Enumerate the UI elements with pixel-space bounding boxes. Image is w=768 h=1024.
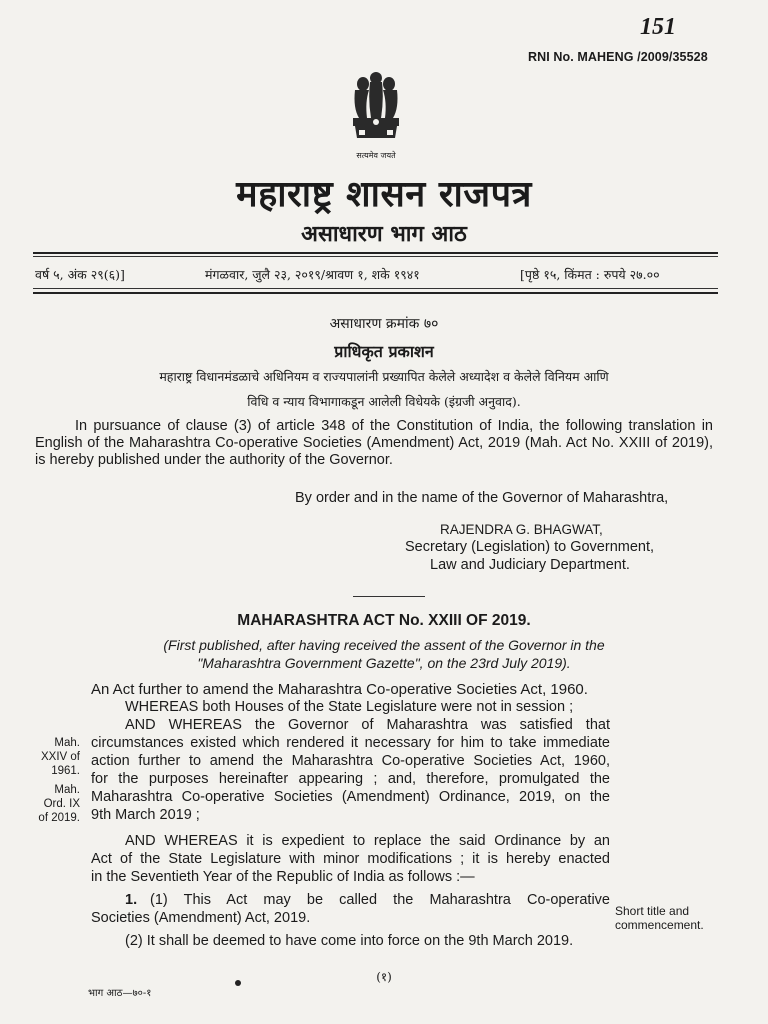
emblem-motto: सत्यमेव जयते — [356, 151, 396, 160]
whereas-third-line3: in the Seventieth Year of the Republic of India as follows :— — [91, 869, 475, 885]
header-rule-bottom — [33, 292, 718, 294]
authorized-publication: प्राधिकृत प्रकाशन — [334, 342, 434, 361]
signatory-name: RAJENDRA G. BHAGWAT, — [440, 522, 603, 537]
margin-note-mah-act-2: XXIV of — [41, 751, 80, 763]
whereas-first: WHEREAS both Houses of the State Legislature were not in session ; — [125, 699, 574, 715]
whereas-second-line4: for the purposes hereinafter appearing ; and, therefore, promulgated the — [91, 771, 610, 787]
page-marker: (१) — [376, 970, 392, 984]
section-1-line2: Societies (Amendment) Act, 2019. — [91, 910, 311, 926]
act-title: MAHARASHTRA ACT No. XXIII OF 2019. — [237, 612, 531, 629]
intro-line1: In pursuance of clause (3) of article 348 of the Constitution of India, the following translation in — [75, 418, 713, 434]
long-title: An Act further to amend the Maharashtra Co-operative Societies Act, 1960. — [91, 681, 588, 698]
header-rule-top — [33, 252, 718, 254]
intro-line3: is hereby published under the authority of the Governor. — [35, 452, 393, 468]
order-line: By order and in the name of the Governor of Maharashtra, — [295, 490, 669, 506]
gazette-title: महाराष्ट्र शासन राजपत्र — [236, 173, 532, 215]
gazette-subtitle: असाधारण भाग आठ — [301, 221, 467, 247]
whereas-second-line6: 9th March 2019 ; — [91, 807, 200, 823]
publication-note-line1: (First published, after having received the assent of the Governor in the — [163, 637, 605, 653]
state-emblem-icon — [345, 68, 407, 166]
section-1-subsection-2: (2) It shall be deemed to have come into force on the 9th March 2019. — [125, 933, 574, 949]
page-number: 151 — [640, 14, 676, 40]
margin-note-ordinance-3: of 2019. — [38, 812, 80, 824]
margin-note-mah-act-3: 1961. — [51, 765, 80, 777]
pages-price: [पृष्ठे १५, किंमत : रुपये २७.०० — [520, 267, 660, 282]
section-1-line1: (1) This Act may be called the Maharashtra Co-operative — [150, 892, 610, 908]
volume-issue: वर्ष ५, अंक २९(६)] — [35, 267, 125, 282]
header-rule-bottom-inner — [33, 288, 718, 289]
whereas-second-line2: circumstances existed which rendered it necessary for him to take immediate — [91, 735, 610, 751]
marathi-description-line2: विधि व न्याय विभागाकडून आलेली विधेयके (इंग्रजी अनुवाद). — [247, 394, 521, 409]
side-note-short-title-1: Short title and — [615, 904, 690, 918]
whereas-second-line5: Maharashtra Co-operative Societies (Amendment) Ordinance, 2019, on the — [91, 789, 610, 805]
publication-note-line2: "Maharashtra Government Gazette", on the 23rd July 2019). — [197, 655, 571, 671]
header-rule-top-inner — [33, 256, 718, 257]
rni-number: RNI No. MAHENG /2009/35528 — [528, 50, 708, 64]
whereas-third-line1: AND WHEREAS it is expedient to replace the said Ordinance by an — [125, 833, 610, 849]
signatory-department: Law and Judiciary Department. — [430, 557, 630, 573]
marathi-description-line1: महाराष्ट्र विधानमंडळाचे अधिनियम व राज्यपालांनी प्रख्यापित केलेले अध्यादेश व केलेले विनियम आणि — [159, 369, 609, 384]
section-1-number: 1. — [125, 892, 138, 908]
side-note-short-title-2: commencement. — [615, 918, 704, 932]
margin-note-ordinance-2: Ord. IX — [43, 798, 80, 810]
whereas-second-line3: action further to amend the Maharashtra Co-operative Societies Act, 1960, — [91, 753, 610, 769]
footer-code: भाग आठ—७०-१ — [88, 988, 152, 999]
issue-date: मंगळवार, जुलै २३, २०१९/श्रावण १, शके १९४१ — [205, 267, 420, 282]
ink-dot — [235, 980, 241, 986]
whereas-third-line2: Act of the State Legislature with minor modifications ; it is hereby enacted — [91, 851, 610, 867]
intro-line2: English of the Maharashtra Co-operative Societies (Amendment) Act, 2019 (Mah. Act No. XXIII of 2019), — [35, 435, 713, 451]
extraordinary-number: असाधारण क्रमांक ७० — [329, 316, 439, 332]
margin-note-mah-act-1: Mah. — [54, 737, 80, 749]
whereas-second-line1: AND WHEREAS the Governor of Maharashtra was satisfied that — [125, 717, 610, 733]
section-divider — [353, 596, 425, 597]
signatory-designation: Secretary (Legislation) to Government, — [405, 539, 655, 555]
margin-note-ordinance-1: Mah. — [54, 784, 80, 796]
